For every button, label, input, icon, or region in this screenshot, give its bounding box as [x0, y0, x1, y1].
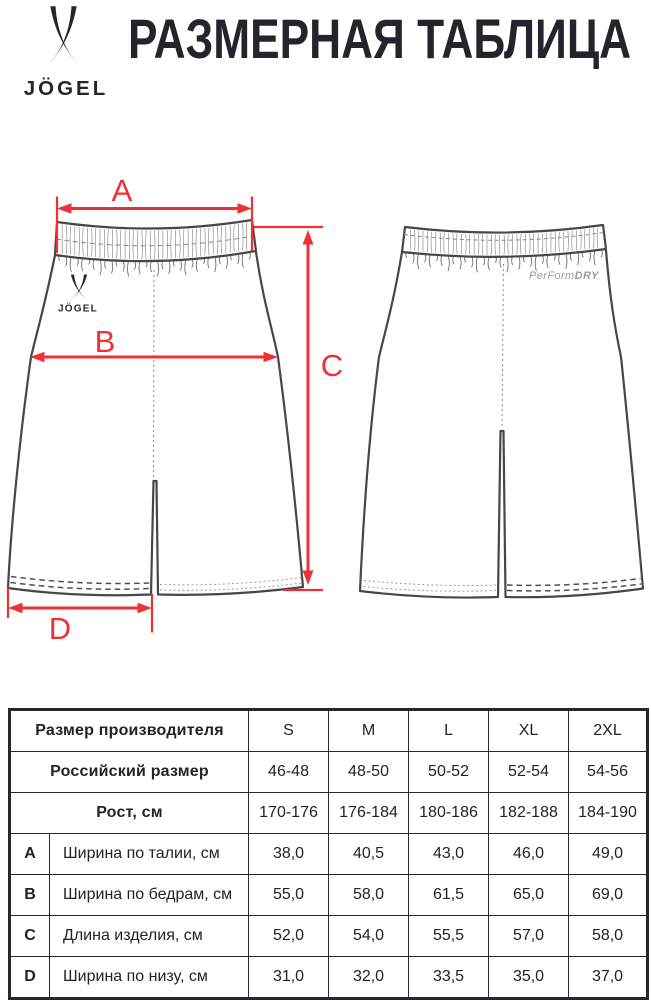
table-row-dimension-c — [10, 916, 648, 957]
dim-name: Длина изделия, см — [50, 916, 249, 957]
table-row-dimension-a — [10, 834, 648, 875]
dim-letter: A — [10, 834, 50, 875]
cell-value: 180-186 — [409, 793, 489, 834]
cell-value: 40,5 — [329, 834, 409, 875]
cell-value: 52-54 — [489, 752, 569, 793]
cell-value: 170-176 — [249, 793, 329, 834]
cell-value: 32,0 — [329, 957, 409, 999]
cell-value: 176-184 — [329, 793, 409, 834]
table-row-dimension-d — [10, 957, 648, 999]
size-col-m: M — [329, 710, 409, 752]
cell-value: 69,0 — [569, 875, 648, 916]
size-col-s: S — [249, 710, 329, 752]
shorts-front-view — [8, 220, 303, 595]
size-table — [8, 708, 649, 1000]
page-title: РАЗМЕРНАЯ ТАБЛИЦА — [128, 7, 632, 70]
front-brand-wordmark: JÖGEL — [58, 303, 98, 315]
cell-value: 38,0 — [249, 834, 329, 875]
cell-value: 65,0 — [489, 875, 569, 916]
table-row-height — [10, 793, 648, 834]
cell-value: 55,5 — [409, 916, 489, 957]
row-label: Российский размер — [10, 752, 249, 793]
row-label: Размер производителя — [10, 710, 249, 752]
cell-value: 31,0 — [249, 957, 329, 999]
table-row-dimension-b — [10, 875, 648, 916]
dim-name: Ширина по бедрам, см — [50, 875, 249, 916]
cell-value: 43,0 — [409, 834, 489, 875]
cell-value: 54,0 — [329, 916, 409, 957]
dim-letter: D — [10, 957, 50, 999]
cell-value: 33,5 — [409, 957, 489, 999]
cell-value: 58,0 — [329, 875, 409, 916]
cell-value: 57,0 — [489, 916, 569, 957]
dimension-c-label: C — [320, 348, 344, 383]
cell-value: 48-50 — [329, 752, 409, 793]
cell-value: 55,0 — [249, 875, 329, 916]
cell-value: 37,0 — [569, 957, 648, 999]
shorts-back-body — [360, 250, 643, 598]
cell-value: 50-52 — [409, 752, 489, 793]
cell-value: 52,0 — [249, 916, 329, 957]
shorts-front-body — [8, 252, 303, 595]
dim-letter: B — [10, 875, 50, 916]
brand-logo — [10, 2, 135, 107]
row-label: Рост, см — [10, 793, 249, 834]
cell-value: 58,0 — [569, 916, 648, 957]
dimension-b-label: B — [94, 324, 116, 359]
back-fabric-label — [529, 270, 600, 282]
table-row-russian-size — [10, 752, 648, 793]
dim-name: Ширина по низу, см — [50, 957, 249, 999]
back-fabric-label-regular: PerForm — [529, 270, 575, 282]
cell-value: 46-48 — [249, 752, 329, 793]
dim-letter: C — [10, 916, 50, 957]
cell-value: 35,0 — [489, 957, 569, 999]
cell-value: 61,5 — [409, 875, 489, 916]
size-col-xl: XL — [489, 710, 569, 752]
shorts-measurement-diagram — [0, 160, 651, 705]
dimension-a-label: A — [111, 173, 133, 208]
back-fabric-label-bold: DRY — [574, 270, 599, 282]
shorts-back-view — [360, 225, 643, 598]
cell-value: 46,0 — [489, 834, 569, 875]
cell-value: 54-56 — [569, 752, 648, 793]
brand-wordmark: JÖGEL — [23, 77, 109, 100]
cell-value: 49,0 — [569, 834, 648, 875]
dimension-d-label: D — [48, 611, 72, 646]
brand-emblem-icon — [49, 6, 77, 63]
cell-value: 184-190 — [569, 793, 648, 834]
cell-value: 182-188 — [489, 793, 569, 834]
table-row-manufacturer-size — [10, 710, 648, 752]
dim-name: Ширина по талии, см — [50, 834, 249, 875]
dimension-d — [8, 588, 152, 647]
size-col-l: L — [409, 710, 489, 752]
size-col-2xl: 2XL — [569, 710, 648, 752]
